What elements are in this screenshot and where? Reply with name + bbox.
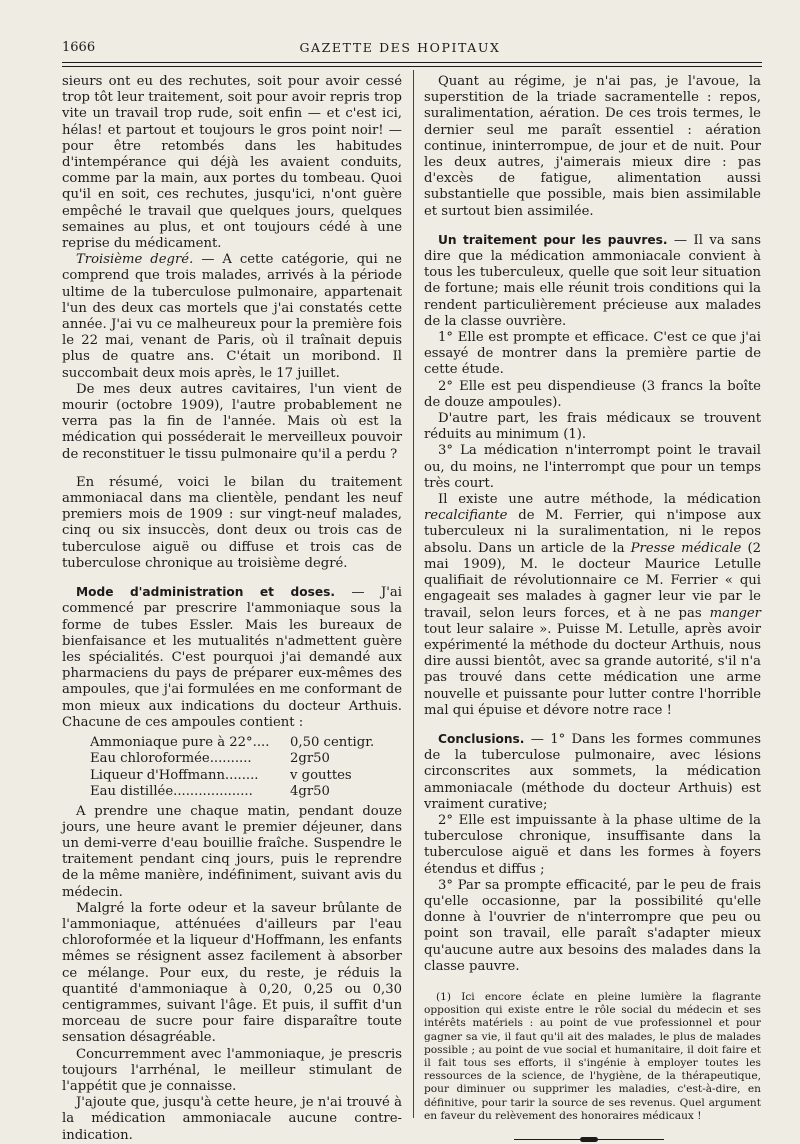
paragraph-recalcifying: [424, 492, 761, 719]
section-heading: Conclusions.: [438, 731, 525, 746]
recipe-row: [90, 735, 380, 751]
paragraph: 1° Elle est prompte et efficace. C'est ce que j'ai essayé de montrer dans la première partie de cette étude.: [424, 330, 761, 378]
recipe-table: [90, 735, 380, 801]
paragraph: Concurremment avec l'ammoniaque, je prescris toujours l'arrhénal, le meilleur stimulant de l'appétit que je connaisse.: [62, 1046, 402, 1094]
header-rule: [62, 62, 762, 63]
paragraph-text: (2 mai 1909), M. le docteur Maurice Letulle qualifiait de révolutionnaire ce M. Ferrier « qui engageait ses malades à gagner leur vie par le travail, selon leurs forces, et à ne pas: [424, 540, 761, 621]
paragraph-text: Il existe une autre méthode, la médication: [438, 492, 761, 508]
paragraph: J'ajoute que, jusqu'à cette heure, je n'ai trouvé à la médication ammoniacale aucune contre-indication.: [62, 1095, 402, 1143]
inline-heading: Troisième degré.: [76, 252, 194, 268]
right-column: [424, 74, 761, 1143]
page-number: 1666: [62, 40, 96, 55]
paragraph: sieurs ont eu des rechutes, soit pour avoir cessé trop tôt leur traitement, soit pour avoir repris trop vite un travail trop rude, soit enfin — et c'est ici, hélas! et partout et toujours le gros point noir! — pour être retombés dans les habitudes d'intempérance qui déjà les avaient conduits, comme par la main, aux portes du tombeau. Quoi qu'il en soit, ces rechutes, jusqu'ici, n'ont guère empêché le travail que quelques jours, quelques semaines au plus, et ont toujours cédé à une reprise du médicament.: [62, 74, 402, 252]
paragraph-text: — J'ai commencé par prescrire l'ammoniaque sous la forme de tubes Essler. Mais les bureaux de bienfaisance et les mutualités n'admettent guère les spécialités. C'est pourquoi j'ai demandé aux pharmaciens du pays de préparer eux-mêmes des ampoules, que j'ai formulées en me conformant de mon mieux aux indications du docteur Arthuis. Chacune de ces ampoules contient :: [62, 585, 402, 730]
italic-term: manger: [709, 605, 761, 621]
header-rule-thin: [62, 66, 762, 67]
paragraph-third-degree: [62, 252, 402, 382]
paragraph-text: — A cette catégorie, qui ne comprend que trois malades, arrivés à la période ultime de la tuberculose pulmonaire, appartenait l'un des deux cas mortels que j'ai constatés cette année. J'ai vu ce malheureux pour la première fois le 22 mai, venant de Paris, où il traînait depuis plus de quatre ans. C'était un moribond. Il succombait deux mois après, le 17 juillet.: [62, 252, 402, 381]
running-title: GAZETTE DES HOPITAUX: [299, 40, 501, 55]
recipe-ingredient: Liqueur d'Hoffmann........: [90, 767, 259, 783]
footnote-text: (1) Ici encore éclate en pleine lumière la flagrante opposition qui existe entre le rôle social du médecin et ses intérêts matériels : au point de vue professionnel et pour gagner sa vie, il faut qu'il ait des malades, le plus de malades possible ; au point de vue social et humanitaire, il doit faire et il fait tous ses efforts, il s'ingénie à employer toutes les ressources de la science, de l'hygiène, de la thérapeutique, pour diminuer ou supprimer les maladies, c'est-à-dire, en définitive, pour tarir la source de ses revenus. Quel argument en faveur du relèvement des honoraires médicaux !: [424, 990, 761, 1122]
recipe-quantity: 2gr50: [290, 751, 330, 767]
recipe-ingredient: Eau chloroformée..........: [90, 751, 252, 767]
recipe-row: [90, 784, 380, 800]
paragraph-poor-treatment: [424, 232, 761, 330]
recipe-quantity: 4gr50: [290, 784, 330, 800]
end-ornament: [514, 1137, 664, 1143]
paragraph: 3° Par sa prompte efficacité, par le peu de frais qu'elle occasionne, par la possibilité qu'elle donne à l'ouvrier de n'interrompre que peu ou point son travail, elle paraît s'adapter mieux qu'aucune autre aux besoins des malades dans la classe pauvre.: [424, 877, 761, 974]
section-heading: Un traitement pour les pauvres.: [438, 232, 668, 247]
paragraph: 3° La médication n'interrompt point le travail ou, du moins, ne l'interrompt que pour un temps très court.: [424, 443, 761, 491]
paragraph: Malgré la forte odeur et la saveur brûlante de l'ammoniaque, atténuées d'ailleurs par l'eau chloroformée et la liqueur d'Hoffmann, les enfants mêmes se résignent assez facilement à absorber ce mélange. Pour eux, du reste, je réduis la quantité d'ammoniaque à 0,20, 0,25 ou 0,30 centigrammes, suivant l'âge. Et puis, il suffit d'un morceau de sucre pour faire disparaître toute sensation désagréable.: [62, 900, 402, 1046]
left-column: [62, 74, 402, 1144]
ornament-dot: [580, 1137, 598, 1142]
recipe-row: [90, 751, 380, 767]
paragraph-text: de M. Ferrier, qui n'impose aux tuberculeux ni la suralimentation, ni le repos absolu. Dans un article de la: [424, 508, 761, 556]
italic-term: recalcifiante: [424, 508, 508, 524]
journal-title: Presse médicale: [630, 540, 742, 556]
paragraph: A prendre une chaque matin, pendant douze jours, une heure avant le premier déjeuner, dans un demi-verre d'eau bouillie fraîche. Suspendre le traitement pendant cinq jours, puis le reprendre de la même manière, indéfiniment, suivant avis du médecin.: [62, 803, 402, 900]
footnote: [424, 991, 761, 1123]
paragraph-text: tout leur salaire ». Puisse M. Letulle, après avoir expérimenté la méthode du docteur Arthuis, nous dire aussi bientôt, avec sa grande autorité, s'il n'a pas trouvé dans cette médication une arme nouvelle et puissante pour lutter contre l'horrible mal qui épuise et dévore notre race !: [424, 621, 761, 718]
paragraph: De mes deux autres cavitaires, l'un vient de mourir (octobre 1909), l'autre probablement ne verra pas la fin de l'année. Mais où est la médication qui posséderait le merveilleux pouvoir de reconstituer le tissu pulmonaire qu'il a perdu ?: [62, 381, 402, 462]
recipe-row: [90, 768, 380, 784]
paragraph-text: — 1° Dans les formes communes de la tuberculose pulmonaire, avec lésions circonscrites aux sommets, la médication ammoniacale (méthode du docteur Arthuis) est vraiment curative;: [424, 731, 761, 812]
paragraph-summary: En résumé, voici le bilan du traitement ammoniacal dans ma clientèle, pendant les neuf premiers mois de 1909 : sur vingt-neuf malades, cinq ou six insuccès, dont deux ou trois cas de tuberculose aiguë ou diffuse et trois cas de tuberculose chronique au troisième degré.: [62, 474, 402, 571]
recipe-quantity: v gouttes: [290, 767, 352, 783]
paragraph-conclusions: [424, 731, 761, 813]
paragraph: 2° Elle est peu dispendieuse (3 francs la boîte de douze ampoules).: [424, 378, 761, 410]
recipe-quantity: 0,50 centigr.: [290, 734, 375, 750]
section-heading: Mode d'administration et doses.: [76, 585, 335, 600]
recipe-ingredient: Ammoniaque pure à 22°....: [90, 734, 270, 750]
paragraph-regime: Quant au régime, je n'ai pas, je l'avoue, la superstition de la triade sacramentelle : repos, suralimentation, aération. De ces trois termes, le dernier seul me paraît essentiel : aération continue, ininterrompue, de jour et de nuit. Pour les deux autres, j'aimerais mieux dire : pas d'excès de fatigue, alimentation aussi substantielle que possible, mais bien assimilable et surtout bien assimilée.: [424, 74, 761, 219]
paragraph: D'autre part, les frais médicaux se trouvent réduits au minimum (1).: [424, 411, 761, 443]
paragraph-text: — Il va sans dire que la médication ammoniacale convient à tous les tuberculeux, quelle que soit leur situation de fortune; mais elle réunit trois conditions qui la rendent particulièrement précieuse aux malades de la classe ouvrière.: [424, 232, 761, 329]
recipe-ingredient: Eau distillée...................: [90, 784, 253, 800]
column-divider: [413, 70, 414, 1118]
paragraph: 2° Elle est impuissante à la phase ultime de la tuberculose chronique, insuffisante dans la tuberculose aiguë et dans les formes à foyers étendus et diffus ;: [424, 812, 761, 877]
paragraph-administration: [62, 584, 402, 731]
